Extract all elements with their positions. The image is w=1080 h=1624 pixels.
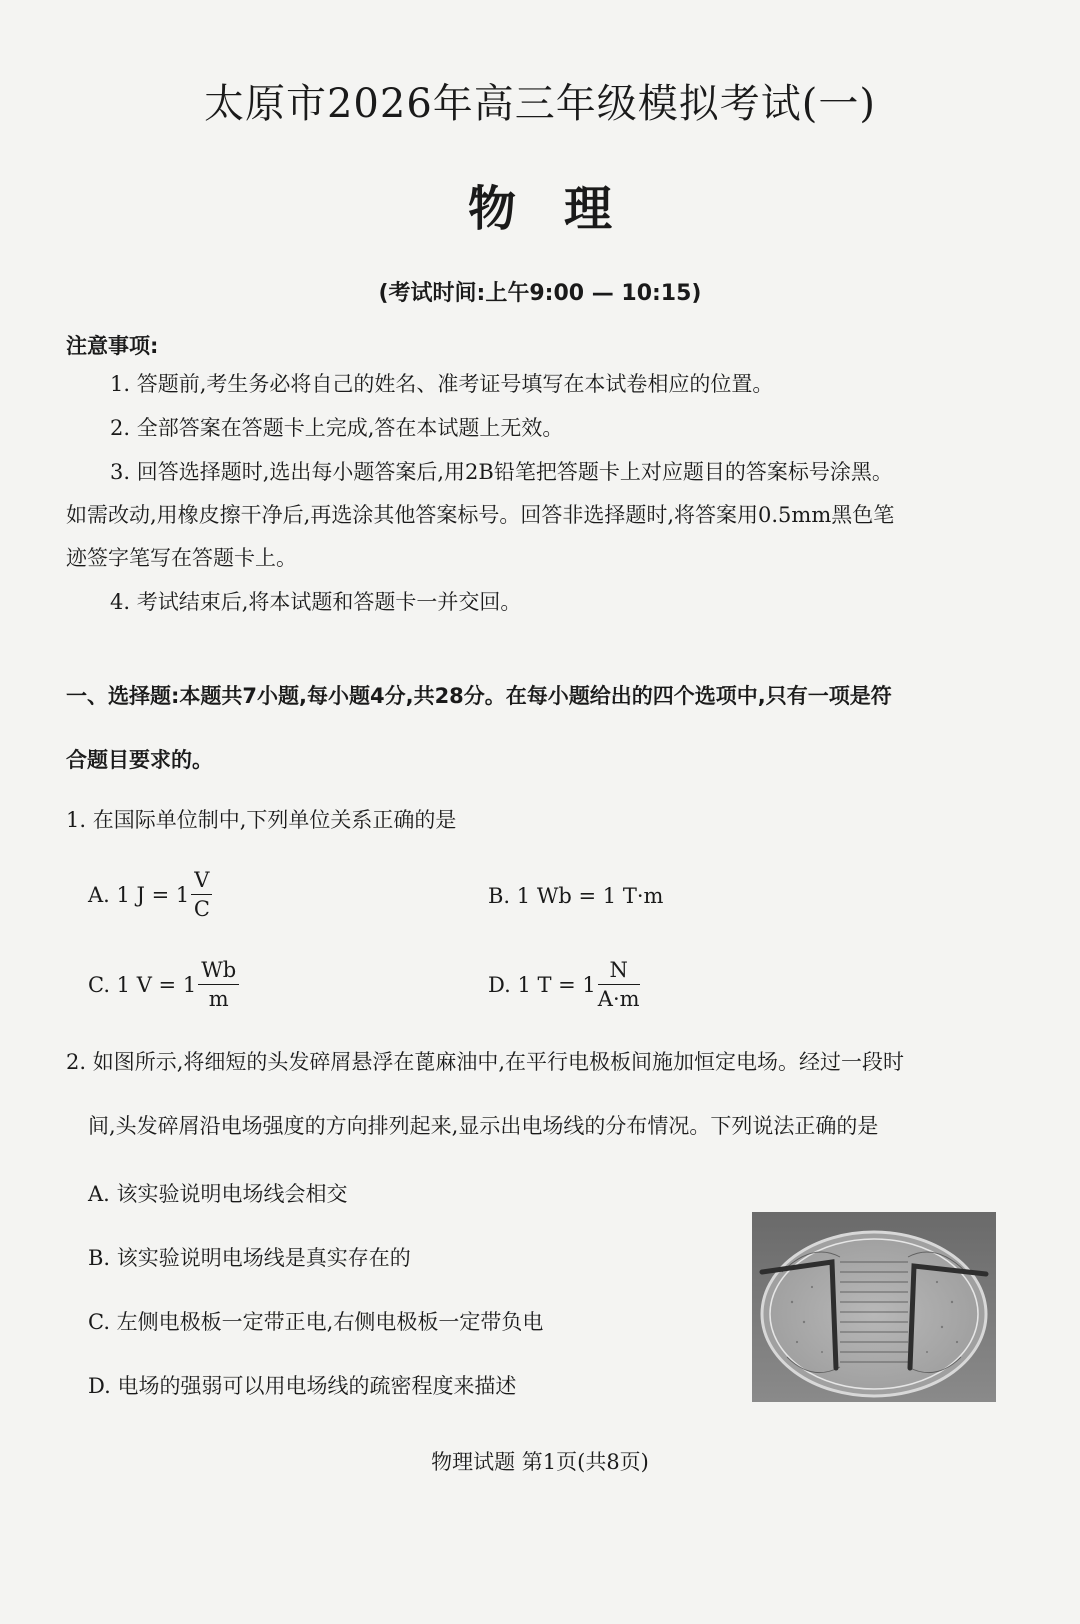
q1-option-a <box>88 868 214 921</box>
q1-option-d <box>488 958 642 1011</box>
notice-item-3-cont2: 迹签字笔写在答题卡上。 <box>66 546 297 570</box>
notice-item-1: 1. 答题前,考生务必将自己的姓名、准考证号填写在本试卷相应的位置。 <box>110 372 774 396</box>
q2-option-d: D. 电场的强弱可以用电场线的疏密程度来描述 <box>88 1374 517 1398</box>
q1-option-a-num: V <box>191 868 212 895</box>
q1-option-c-prefix: C. 1 V = 1 <box>88 972 197 997</box>
q1-option-c <box>88 958 241 1011</box>
q1-option-d-num: N <box>598 958 640 985</box>
notice-item-3: 3. 回答选择题时,选出每小题答案后,用2B铅笔把答题卡上对应题目的答案标号涂黑。 <box>110 460 893 484</box>
q1-option-d-fraction <box>598 958 640 1011</box>
q1-option-a-prefix: A. 1 J = 1 <box>88 882 190 907</box>
q1-option-c-num: Wb <box>198 958 239 985</box>
section1-heading-line1: 一、选择题:本题共7小题,每小题4分,共28分。在每小题给出的四个选项中,只有一项是符 <box>66 684 892 708</box>
section1-heading-line2: 合题目要求的。 <box>66 748 213 772</box>
q2-stem-line1: 2. 如图所示,将细短的头发碎屑悬浮在蓖麻油中,在平行电极板间施加恒定电场。经过一段时 <box>66 1050 905 1074</box>
exam-time: (考试时间:上午9:00 — 10:15) <box>378 281 702 306</box>
q2-option-b: B. 该实验说明电场线是真实存在的 <box>88 1246 411 1270</box>
q1-option-c-den: m <box>208 987 229 1011</box>
notice-item-2: 2. 全部答案在答题卡上完成,答在本试题上无效。 <box>110 416 564 440</box>
page-footer: 物理试题 第1页(共8页) <box>431 1450 649 1474</box>
q2-option-a: A. 该实验说明电场线会相交 <box>88 1182 348 1206</box>
q1-stem: 1. 在国际单位制中,下列单位关系正确的是 <box>66 808 457 832</box>
q1-option-b <box>488 884 663 908</box>
subject-title: 物理 <box>467 181 660 237</box>
q2-stem-line2: 间,头发碎屑沿电场强度的方向排列起来,显示出电场线的分布情况。下列说法正确的是 <box>88 1114 879 1138</box>
notice-item-3-cont: 如需改动,用橡皮擦干净后,再选涂其他答案标号。回答非选择题时,将答案用0.5mm黑色笔 <box>66 503 895 527</box>
q1-option-a-den: C <box>193 897 210 921</box>
q2-option-c: C. 左侧电极板一定带正电,右侧电极板一定带负电 <box>88 1310 544 1334</box>
q1-option-b-text: B. 1 Wb = 1 T·m <box>488 884 664 908</box>
q1-option-a-fraction <box>191 868 212 921</box>
q1-option-d-den: A·m <box>597 987 640 1011</box>
electric-field-experiment-photo <box>752 1212 996 1402</box>
petri-dish <box>762 1232 986 1396</box>
q1-option-d-prefix: D. 1 T = 1 <box>488 972 596 997</box>
exam-title: 太原市2026年高三年级模拟考试(一) <box>203 81 876 127</box>
notice-heading: 注意事项: <box>66 334 159 358</box>
notice-item-4: 4. 考试结束后,将本试题和答题卡一并交回。 <box>110 590 522 614</box>
q1-option-c-fraction <box>198 958 239 1011</box>
